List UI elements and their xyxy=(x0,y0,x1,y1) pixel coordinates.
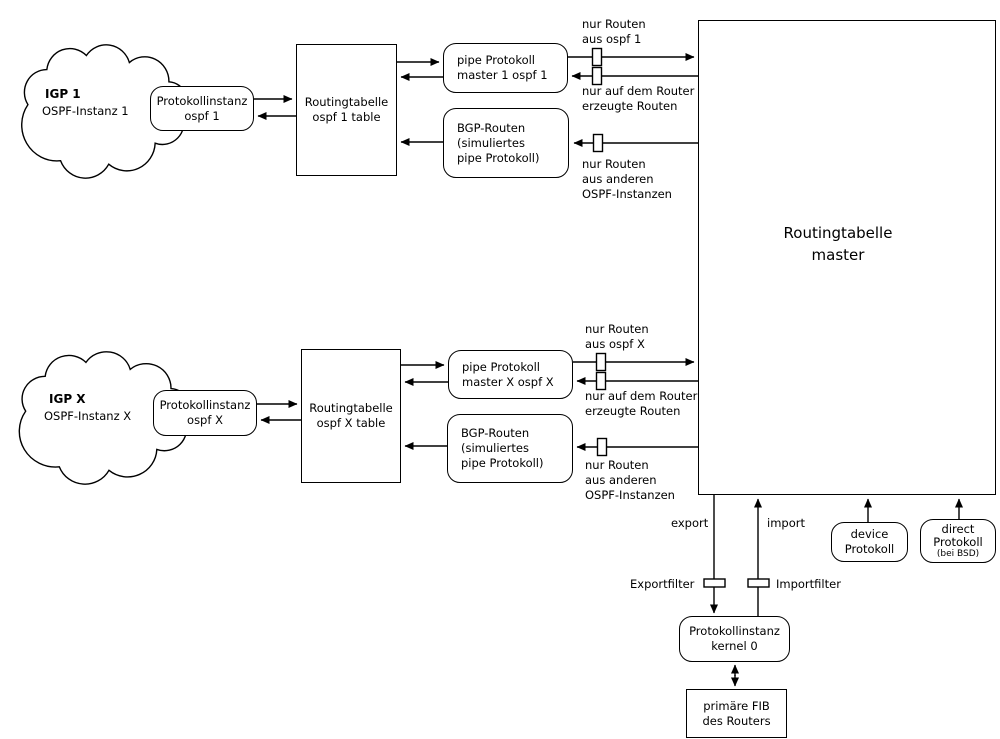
device-protocol-box xyxy=(831,522,908,562)
direct-protocol-box xyxy=(920,519,996,563)
igp1-subtitle: OSPF-Instanz 1 xyxy=(42,104,129,118)
box-label: Protokollinstanz xyxy=(689,624,780,638)
box-label: Routingtabelle xyxy=(309,401,393,415)
routing-table-master-title xyxy=(698,222,978,266)
box-label: master 1 ospf 1 xyxy=(457,68,548,82)
filter-icon xyxy=(593,49,602,66)
igpx-subtitle: OSPF-Instanz X xyxy=(44,409,132,423)
importfilter-label: Importfilter xyxy=(776,577,841,591)
primary-fib-box xyxy=(686,689,787,738)
routing-table-ospfx-box xyxy=(301,349,401,483)
box-label: kernel 0 xyxy=(711,639,758,653)
box-label: master xyxy=(811,246,865,264)
box-label: (bei BSD) xyxy=(936,548,980,559)
box-label: BGP-Routen xyxy=(461,426,530,440)
bgp-routes1-box xyxy=(443,108,569,178)
pipe-protocol-masterx-box xyxy=(448,350,573,399)
routing-table-ospf1-box xyxy=(296,44,397,176)
bgp-routesx-box xyxy=(447,414,573,483)
box-label: Protokollinstanz xyxy=(159,398,251,412)
igpx-title: IGP X xyxy=(49,392,86,406)
igp1-title: IGP 1 xyxy=(45,87,81,101)
label-routes-from-ospfx: nur Routen aus ospf X xyxy=(585,322,649,351)
exportfilter-icon xyxy=(704,579,725,587)
box-label: pipe Protokoll xyxy=(457,53,535,67)
label-router-generated-routes-1: nur auf dem Router erzeugte Routen xyxy=(582,84,695,113)
protocol-instance-kernel-box xyxy=(679,616,790,662)
filter-icon xyxy=(593,68,602,85)
label-routes-other-ospf-x: nur Routen aus anderen OSPF-Instanzen xyxy=(585,458,675,502)
box-label: pipe Protokoll) xyxy=(457,150,540,165)
box-label: BGP-Routen xyxy=(457,120,526,135)
box-label: (simuliertes xyxy=(461,441,529,455)
label-router-generated-routes-x: nur auf dem Router erzeugte Routen xyxy=(585,389,698,418)
export-label: export xyxy=(671,516,709,530)
importfilter-icon xyxy=(748,579,769,587)
box-label: Protokoll xyxy=(933,534,983,549)
box-label: ospf X table xyxy=(316,416,386,430)
box-label: Protokollinstanz xyxy=(156,93,248,108)
protocol-instance-ospfx-box xyxy=(153,390,257,436)
label-routes-other-ospf-1: nur Routen aus anderen OSPF-Instanzen xyxy=(582,157,672,201)
box-label: des Routers xyxy=(702,713,771,728)
label-routes-from-ospf1: nur Routen aus ospf 1 xyxy=(582,17,646,46)
import-label: import xyxy=(767,516,805,530)
box-label: Protokoll xyxy=(844,542,895,556)
filter-icon xyxy=(597,373,606,390)
box-label: (simuliertes xyxy=(457,135,525,150)
box-label: ospf 1 xyxy=(184,108,220,123)
pipe-protocol-master1-box xyxy=(443,43,568,93)
box-label: device xyxy=(850,527,889,541)
box-label: Routingtabelle xyxy=(783,224,893,242)
box-label: ospf 1 table xyxy=(312,110,381,124)
box-label: master X ospf X xyxy=(462,374,554,389)
box-label: direct xyxy=(941,521,975,536)
filter-icon xyxy=(594,135,603,152)
box-label: pipe Protokoll xyxy=(462,359,540,374)
box-label: ospf X xyxy=(187,413,223,427)
box-label: pipe Protokoll) xyxy=(461,456,544,470)
box-label: Routingtabelle xyxy=(304,95,389,109)
protocol-instance-ospf1-box xyxy=(150,86,254,131)
filter-icon xyxy=(598,439,607,456)
box-label: primäre FIB xyxy=(703,698,770,713)
exportfilter-label: Exportfilter xyxy=(630,577,695,591)
filter-icon xyxy=(597,354,606,371)
